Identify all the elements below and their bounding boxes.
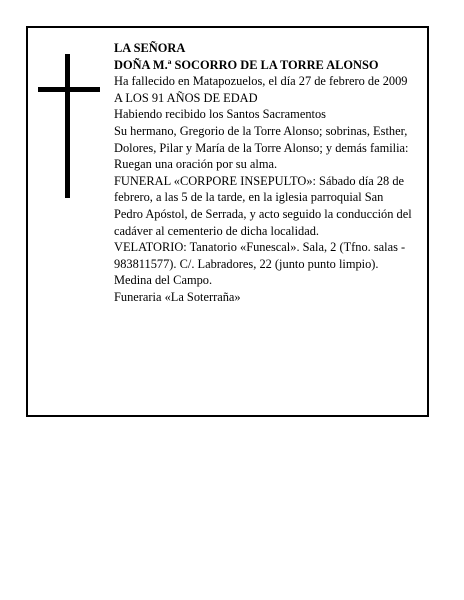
sacraments-statement: Habiendo recibido los Santos Sacramentos	[114, 107, 326, 122]
wake-details: VELATORIO: Tanatorio «Funescal». Sala, 2 (Tfno. salas - 983811577). C/. Labradores, 22 (junto punto limpio). Medina del Campo.	[114, 240, 406, 288]
deceased-name: DOÑA M.ª SOCORRO DE LA TORRE ALONSO	[114, 57, 379, 72]
notice-text	[114, 40, 414, 306]
prayer-request: Ruegan una oración por su alma.	[114, 157, 278, 172]
family-statement: Su hermano, Gregorio de la Torre Alonso; sobrinas, Esther, Dolores, Pilar y María de la Torre Alonso; y demás familia:	[114, 123, 409, 155]
obituary-notice	[26, 26, 429, 417]
age-statement: A LOS 91 AÑOS DE EDAD	[114, 90, 258, 105]
funeral-home: Funeraria «La Soterraña»	[114, 289, 241, 304]
notice-title: LA SEÑORA	[114, 41, 186, 55]
funeral-details: FUNERAL «CORPORE INSEPULTO»: Sábado día 28 de febrero, a las 5 de la tarde, en la iglesia parroquial San Pedro Apóstol, de Serrada, y acto seguido la conducción del cadáver al cementerio de dicha localidad.	[114, 173, 412, 238]
cross-icon	[38, 54, 100, 198]
cross-vertical-bar	[65, 54, 70, 198]
cross-horizontal-bar	[38, 87, 100, 92]
death-statement: Ha fallecido en Matapozuelos, el día 27 de febrero de 2009	[114, 74, 408, 89]
